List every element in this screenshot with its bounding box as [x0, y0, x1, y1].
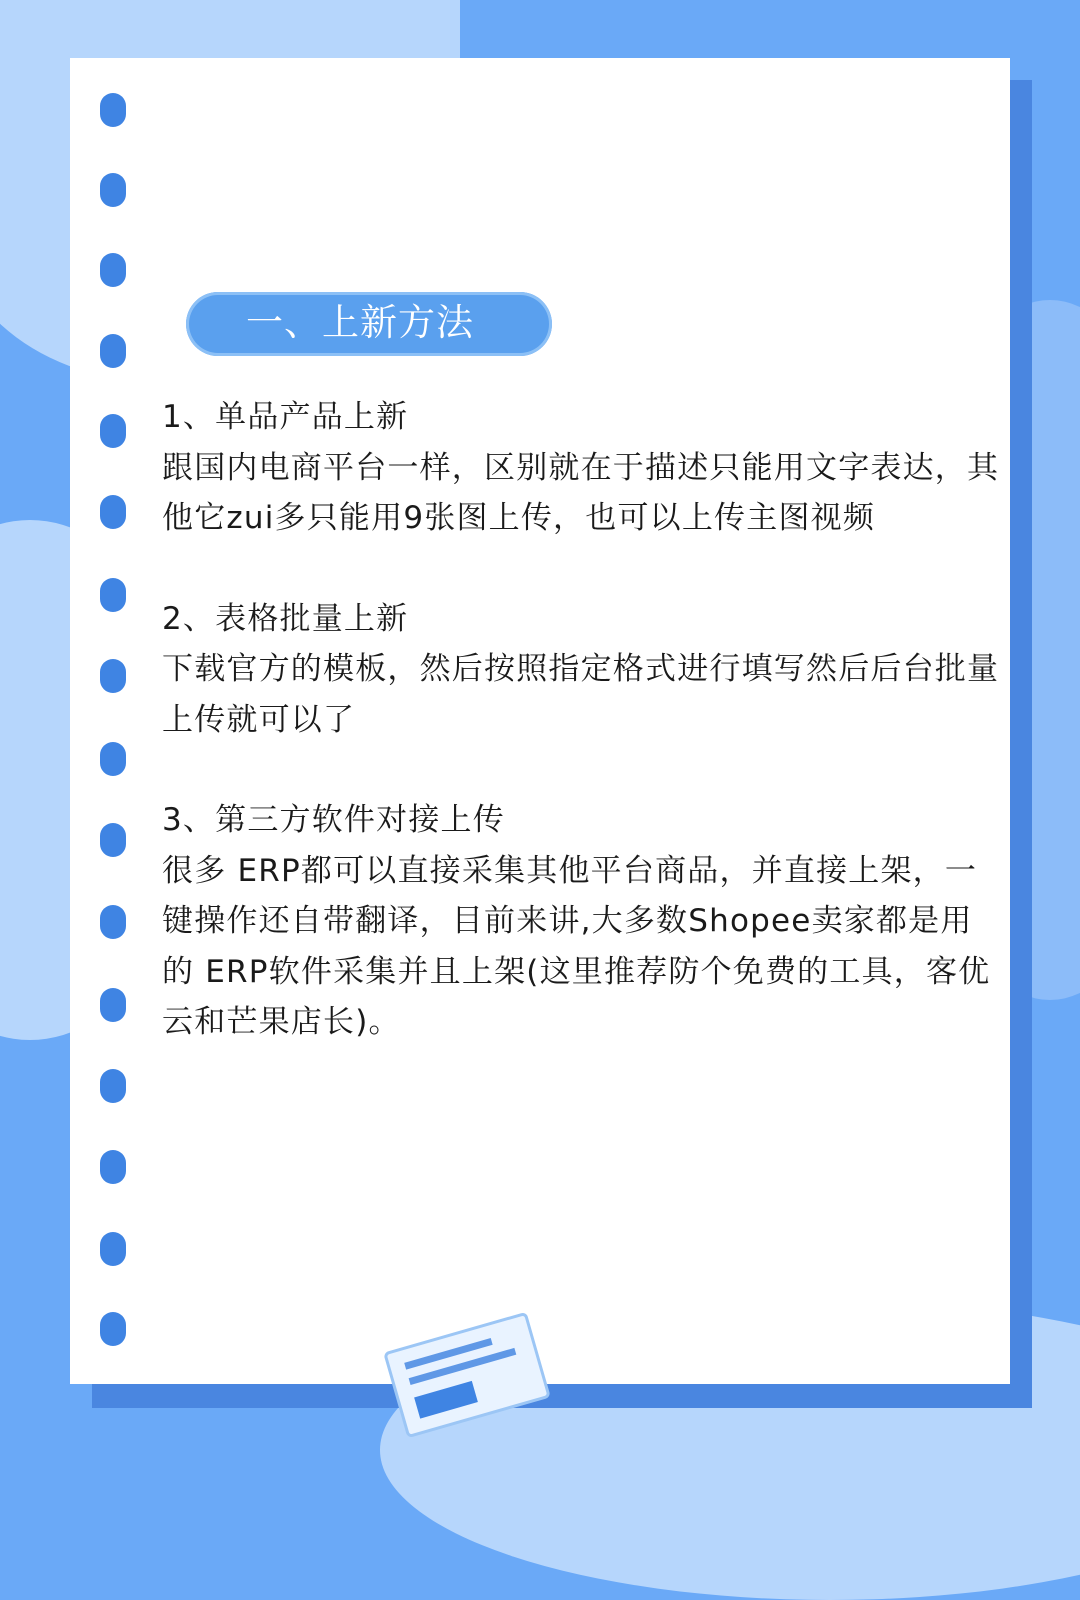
section-title: 3、第三方软件对接上传 — [162, 802, 505, 838]
section-body: 下载官方的模板，然后按照指定格式进行填写然后后台批量上传就可以了 — [162, 651, 1000, 738]
binder-ring — [100, 659, 126, 693]
binder-ring — [100, 578, 126, 612]
binder-ring — [100, 988, 126, 1022]
binder-ring — [100, 1150, 126, 1184]
binder-ring — [100, 495, 126, 529]
section-batch-upload — [162, 594, 1002, 746]
binder-ring — [100, 1069, 126, 1103]
section-title: 1、单品产品上新 — [162, 399, 409, 435]
binder-ring — [100, 1312, 126, 1346]
section-third-party — [162, 795, 1002, 1048]
section-body: 跟国内电商平台一样，区别就在于描述只能用文字表达，其他它zui多只能用9张图上传，也可以上传主图视频 — [162, 449, 1000, 536]
binder-ring — [100, 414, 126, 448]
section-title: 2、表格批量上新 — [162, 600, 409, 637]
section-single-product — [162, 392, 1002, 544]
content-area — [162, 392, 1002, 1098]
binder-ring — [100, 1232, 126, 1266]
binder-ring — [100, 905, 126, 939]
binder-ring — [100, 173, 126, 207]
binder-ring — [100, 93, 126, 127]
binder-ring — [100, 823, 126, 857]
binder-ring — [100, 742, 126, 776]
binder-ring — [100, 334, 126, 368]
binder-ring — [100, 253, 126, 287]
page-heading: 一、上新方法 — [246, 301, 474, 344]
section-body: 很多 ERP都可以直接采集其他平台商品，并直接上架，一键操作还自带翻译，目前来讲,大多数Shopee卖家都是用的 ERP软件采集并且上架(这里推荐防个免费的工具，客优云和芒果店长)。 — [162, 852, 991, 1040]
